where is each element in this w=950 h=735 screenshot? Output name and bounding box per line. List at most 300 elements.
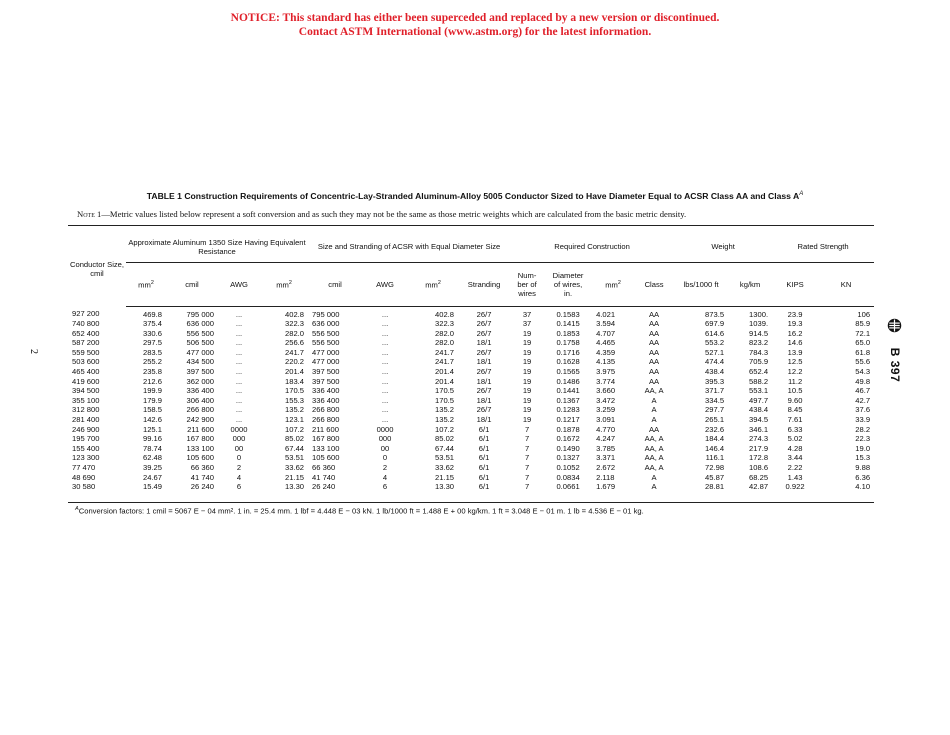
table-cell: 3.785 bbox=[596, 443, 616, 453]
table-cell: 477 000 bbox=[312, 347, 340, 357]
table-cell: 784.3 bbox=[749, 347, 769, 357]
table-cell: 85.9 bbox=[855, 319, 871, 329]
table-cell: 3.44 bbox=[787, 453, 803, 463]
table-cell: 211 600 bbox=[187, 424, 214, 434]
table-cell: 0.1878 bbox=[556, 424, 580, 434]
table-cell: 0.1583 bbox=[556, 309, 580, 319]
table-cell: 24.67 bbox=[142, 472, 162, 482]
table-cell: 7 bbox=[524, 443, 530, 453]
table-cell: AA, A bbox=[644, 463, 664, 472]
table-cell: 000 bbox=[378, 434, 392, 444]
table-cell: 4.359 bbox=[596, 347, 616, 357]
table-cell: 587 200 bbox=[72, 338, 100, 348]
table-cell: 26 240 bbox=[190, 482, 214, 492]
table-cell: 19 bbox=[522, 415, 532, 425]
table-cell: 4.135 bbox=[596, 357, 616, 367]
table-cell: 0.1283 bbox=[556, 405, 580, 415]
table-cell: 346.1 bbox=[749, 424, 769, 434]
table-cell: 375.4 bbox=[142, 319, 162, 329]
table-cell: 283.5 bbox=[142, 347, 162, 357]
table-cell: 28.2 bbox=[855, 424, 871, 434]
table-cell: 419 600 bbox=[72, 376, 100, 386]
table-cell: 0 bbox=[236, 453, 242, 463]
table-cell: 19 bbox=[522, 338, 532, 348]
table-cell: 61.8 bbox=[855, 347, 871, 357]
table-cell: 235.8 bbox=[142, 367, 162, 377]
table-cell: 12.5 bbox=[787, 357, 803, 367]
col-conductor-size: Conductor Size, cmil bbox=[69, 260, 125, 278]
table-cell: ... bbox=[381, 376, 389, 386]
table-cell: ... bbox=[235, 395, 243, 405]
table-cell: 201.4 bbox=[285, 367, 305, 377]
table-cell: 297.7 bbox=[705, 405, 725, 415]
table-cell: 19 bbox=[522, 376, 532, 386]
table-cell: AA bbox=[648, 376, 660, 386]
table-cell: 14.6 bbox=[787, 338, 803, 348]
table-cell: 297.5 bbox=[142, 338, 162, 348]
table-cell: ... bbox=[235, 405, 243, 415]
table-row bbox=[68, 434, 874, 444]
table-cell: 105 600 bbox=[186, 453, 214, 463]
table-cell: 133 100 bbox=[312, 443, 340, 453]
table-cell: A bbox=[651, 482, 657, 492]
table-cell: 355 100 bbox=[72, 395, 100, 405]
table-cell: 465 400 bbox=[72, 367, 100, 377]
table-cell: A bbox=[651, 415, 657, 425]
table-cell: 330.6 bbox=[142, 328, 162, 338]
table-title bbox=[0, 191, 950, 201]
table-cell: AA, A bbox=[644, 386, 664, 396]
table-cell: 66 360 bbox=[190, 463, 214, 472]
table-cell: 0.1716 bbox=[556, 347, 580, 357]
table-bottom-rule bbox=[68, 502, 874, 503]
discontinued-notice bbox=[0, 11, 950, 39]
table-cell: 19.0 bbox=[855, 443, 871, 453]
table-cell: 4 bbox=[382, 472, 388, 482]
table-cell: 4.28 bbox=[787, 443, 803, 453]
table-cell: 184.4 bbox=[705, 434, 725, 444]
table-cell: 107.2 bbox=[435, 424, 455, 434]
table-cell: 21.15 bbox=[435, 472, 455, 482]
table-cell: 9.60 bbox=[787, 395, 803, 405]
table-cell: 26/7 bbox=[476, 328, 492, 338]
table-cell: ... bbox=[235, 319, 243, 329]
col-diameter-of-wires: Diameter of wires, in. bbox=[544, 262, 592, 306]
table-cell: 506 500 bbox=[186, 338, 214, 348]
table-cell: 77 470 bbox=[72, 463, 96, 472]
table-cell: 13.30 bbox=[285, 482, 305, 492]
table-cell: 474.4 bbox=[705, 357, 725, 367]
table-cell: ... bbox=[381, 415, 389, 425]
table-cell: 241.7 bbox=[435, 347, 455, 357]
table-cell: 39.25 bbox=[142, 463, 162, 472]
table-row bbox=[68, 319, 874, 329]
table-cell: 282.0 bbox=[435, 338, 455, 348]
table-cell: 19 bbox=[522, 386, 532, 396]
table-cell: ... bbox=[381, 367, 389, 377]
table-cell: 282.0 bbox=[285, 328, 305, 338]
table-cell: 873.5 bbox=[705, 309, 725, 319]
note-text: —Metric values listed below represent a soft conversion and as such they may not be the same as those metric weights which are calculated from the basic metric density. bbox=[101, 209, 687, 219]
table-cell: 170.5 bbox=[285, 386, 305, 396]
table-cell: 553.1 bbox=[749, 386, 769, 396]
table-cell: 41 740 bbox=[312, 472, 336, 482]
table-cell: 636 000 bbox=[312, 319, 340, 329]
table-cell: 15.49 bbox=[142, 482, 162, 492]
table-cell: 48 690 bbox=[72, 472, 96, 482]
table-cell: 0.1672 bbox=[556, 434, 580, 444]
table-cell: 0.1758 bbox=[556, 338, 580, 348]
table-cell: 54.3 bbox=[855, 367, 871, 377]
table-cell: 33.62 bbox=[285, 463, 305, 472]
table-cell: 438.4 bbox=[705, 367, 725, 377]
table-cell: 15.3 bbox=[855, 453, 871, 463]
table-cell: 155 400 bbox=[72, 443, 100, 453]
table-cell: ... bbox=[235, 347, 243, 357]
col-required-mm2: $mm^2$ bbox=[592, 262, 634, 306]
table-cell: 527.1 bbox=[705, 347, 725, 357]
table-cell: 123.1 bbox=[285, 415, 305, 425]
col-acsr-cmil: cmil bbox=[308, 262, 362, 306]
table-cell: 68.25 bbox=[749, 472, 769, 482]
table-cell: 6/1 bbox=[478, 443, 490, 453]
table-row bbox=[68, 444, 874, 454]
table-cell: ... bbox=[381, 309, 389, 319]
table-cell: 4.10 bbox=[855, 482, 871, 492]
table-cell: 394 500 bbox=[72, 386, 100, 396]
table-cell: 3.975 bbox=[596, 367, 616, 377]
table-cell: 7 bbox=[524, 482, 530, 492]
table-cell: 217.9 bbox=[749, 443, 769, 453]
table-cell: 306 400 bbox=[186, 395, 214, 405]
table-cell: 18/1 bbox=[476, 357, 492, 367]
table-cell: 158.5 bbox=[142, 405, 162, 415]
table-cell: 18/1 bbox=[476, 338, 492, 348]
table-cell: 195 700 bbox=[72, 434, 100, 444]
table-cell: 67.44 bbox=[285, 443, 305, 453]
table-cell: 2 bbox=[382, 463, 388, 472]
table-cell: 49.8 bbox=[855, 376, 871, 386]
table-cell: 142.6 bbox=[142, 415, 162, 425]
table-cell: 19 bbox=[522, 405, 532, 415]
table-cell: 21.15 bbox=[285, 472, 305, 482]
table-cell: 26/7 bbox=[476, 309, 492, 319]
table-cell: 10.5 bbox=[787, 386, 803, 396]
table-row bbox=[68, 357, 874, 367]
table-cell: 553.2 bbox=[705, 338, 725, 348]
group-approx-aluminum: Approximate Aluminum 1350 Size Having Equivalent Resistance bbox=[126, 232, 308, 262]
table-cell: 62.48 bbox=[142, 453, 162, 463]
table-cell: 434 500 bbox=[186, 357, 214, 367]
table-cell: 4 bbox=[236, 472, 242, 482]
table-cell: 3.259 bbox=[596, 405, 616, 415]
table-cell: 1039. bbox=[749, 319, 769, 329]
table-cell: 13.30 bbox=[435, 482, 455, 492]
table-cell: AA bbox=[648, 338, 660, 348]
col-acsr-mm2: $mm^2$ bbox=[408, 262, 458, 306]
table-row bbox=[68, 386, 874, 396]
table-cell: 105 600 bbox=[312, 453, 340, 463]
table-cell: 394.5 bbox=[749, 415, 769, 425]
table-cell: 0 bbox=[382, 453, 388, 463]
table-row bbox=[68, 377, 874, 387]
table-cell: 246 900 bbox=[72, 424, 100, 434]
table-cell: 201.4 bbox=[435, 376, 455, 386]
table-cell: 46.7 bbox=[855, 386, 871, 396]
table-cell: 232.6 bbox=[705, 424, 725, 434]
table-cell: 1.43 bbox=[787, 472, 803, 482]
table-cell: 18/1 bbox=[476, 415, 492, 425]
table-cell: 3.091 bbox=[596, 415, 616, 425]
table-cell: 281 400 bbox=[72, 415, 100, 425]
table-cell: 19 bbox=[522, 328, 532, 338]
table-cell: 33.62 bbox=[435, 463, 455, 472]
table-cell: ... bbox=[235, 309, 243, 319]
table-cell: 0.922 bbox=[785, 482, 805, 492]
table-cell: 740 800 bbox=[72, 319, 100, 329]
table-cell: 99.16 bbox=[142, 434, 162, 444]
table-cell: 85.02 bbox=[285, 434, 305, 444]
table-cell: 0.1441 bbox=[556, 386, 580, 396]
table-cell: 0.1853 bbox=[556, 328, 580, 338]
table-cell: 37.6 bbox=[855, 405, 871, 415]
table-cell: 322.3 bbox=[435, 319, 455, 329]
table-cell: 66 360 bbox=[312, 463, 336, 472]
table-cell: 397 500 bbox=[312, 367, 340, 377]
table-cell: 266 800 bbox=[312, 405, 340, 415]
table-footnote bbox=[75, 506, 644, 516]
table-cell: 55.6 bbox=[855, 357, 871, 367]
table-cell: 2.118 bbox=[596, 472, 615, 482]
table-cell: 334.5 bbox=[705, 395, 725, 405]
table-cell: 652 400 bbox=[72, 328, 100, 338]
table-row bbox=[68, 329, 874, 339]
col-kg-per-km: kg/km bbox=[728, 262, 772, 306]
table-cell: 6.33 bbox=[787, 424, 803, 434]
table-cell: AA bbox=[648, 424, 660, 434]
table-cell: 183.4 bbox=[285, 376, 305, 386]
construction-requirements-table bbox=[68, 232, 874, 492]
table-cell: 19.3 bbox=[787, 319, 803, 329]
table-cell: 652.4 bbox=[749, 367, 769, 377]
table-cell: 3.594 bbox=[596, 319, 616, 329]
footnote-text: Conversion factors: 1 cmil = 5067 E − 04 mm². 1 in. = 25.4 mm. 1 lbf = 4.448 E − 03 kN. 1 lb/1000 ft = 1.488 E + 00 kg/km. 1 ft = 3.048 E − 01 m. 1 lb = 4.536 E − 01 kg. bbox=[78, 506, 644, 516]
table-note bbox=[77, 209, 686, 219]
table-cell: 26/7 bbox=[476, 386, 492, 396]
table-cell: 22.3 bbox=[855, 434, 871, 444]
table-cell: 133 100 bbox=[186, 443, 214, 453]
table-cell: 9.88 bbox=[855, 463, 871, 472]
table-cell: AA bbox=[648, 357, 660, 367]
table-body bbox=[68, 306, 874, 492]
table-cell: 7 bbox=[524, 453, 530, 463]
table-cell: 371.7 bbox=[705, 386, 725, 396]
table-cell: 477 000 bbox=[186, 347, 214, 357]
table-cell: 18/1 bbox=[476, 395, 492, 405]
table-cell: 6 bbox=[382, 482, 388, 492]
table-cell: 199.9 bbox=[142, 386, 162, 396]
table-cell: 30 580 bbox=[72, 482, 96, 492]
group-weight: Weight bbox=[674, 232, 772, 262]
col-class: Class bbox=[634, 262, 674, 306]
table-cell: 438.4 bbox=[749, 405, 769, 415]
table-row bbox=[68, 396, 874, 406]
table-cell: 167 800 bbox=[186, 434, 214, 444]
table-cell: 0.1490 bbox=[556, 443, 580, 453]
col-kips: KIPS bbox=[772, 262, 818, 306]
table-cell: 26/7 bbox=[476, 367, 492, 377]
table-cell: 201.4 bbox=[435, 367, 455, 377]
table-cell: 000 bbox=[232, 434, 246, 444]
col-approx-awg: AWG bbox=[218, 262, 260, 306]
table-cell: 19 bbox=[522, 395, 532, 405]
table-row bbox=[68, 453, 874, 463]
table-row bbox=[68, 415, 874, 425]
table-cell: 7 bbox=[524, 434, 530, 444]
table-cell: 53.51 bbox=[285, 453, 305, 463]
table-title-footnote-mark: A bbox=[799, 191, 804, 198]
table-cell: 167 800 bbox=[312, 434, 340, 444]
group-rated-strength: Rated Strength bbox=[772, 232, 874, 262]
table-cell: 266 800 bbox=[186, 405, 214, 415]
table-cell: 18/1 bbox=[476, 376, 492, 386]
table-cell: 4.707 bbox=[596, 328, 616, 338]
table-cell: 255.2 bbox=[142, 357, 162, 367]
table-cell: 402.8 bbox=[435, 309, 455, 319]
table-cell: A bbox=[651, 472, 657, 482]
table-cell: AA bbox=[648, 309, 660, 319]
table-cell: 0.1217 bbox=[556, 415, 580, 425]
note-label: Note bbox=[77, 209, 95, 219]
table-cell: 211 600 bbox=[312, 424, 339, 434]
table-cell: 0000 bbox=[376, 424, 394, 434]
table-cell: AA bbox=[648, 328, 660, 338]
table-cell: 4.465 bbox=[596, 338, 616, 348]
table-cell: 7 bbox=[524, 424, 530, 434]
table-cell: A bbox=[651, 395, 657, 405]
table-cell: 78.74 bbox=[142, 443, 162, 453]
table-cell: 0.1052 bbox=[556, 463, 580, 472]
table-row bbox=[68, 463, 874, 473]
side-designation bbox=[875, 318, 915, 418]
table-cell: 72.98 bbox=[705, 463, 725, 472]
table-cell: 336 400 bbox=[186, 386, 214, 396]
table-cell: 6/1 bbox=[478, 472, 490, 482]
table-cell: 8.45 bbox=[787, 405, 803, 415]
table-cell: 26 240 bbox=[312, 482, 336, 492]
table-cell: 1300. bbox=[749, 309, 769, 319]
table-cell: 2.22 bbox=[787, 463, 803, 472]
table-cell: 19 bbox=[522, 367, 532, 377]
table-row bbox=[68, 473, 874, 483]
table-cell: 823.2 bbox=[749, 338, 769, 348]
group-acsr-size: Size and Stranding of ACSR with Equal Diameter Size bbox=[308, 232, 510, 262]
table-cell: 559 500 bbox=[72, 347, 100, 357]
table-cell: 12.2 bbox=[787, 367, 803, 377]
table-cell: 65.0 bbox=[855, 338, 871, 348]
table-cell: 3.774 bbox=[596, 376, 616, 386]
table-cell: 172.8 bbox=[749, 453, 769, 463]
table-cell: 41 740 bbox=[190, 472, 214, 482]
table-cell: 256.6 bbox=[285, 338, 305, 348]
table-cell: ... bbox=[235, 386, 243, 396]
table-cell: 00 bbox=[234, 443, 244, 453]
col-stranding: Stranding bbox=[458, 262, 510, 306]
table-cell: 42.7 bbox=[855, 395, 871, 405]
table-cell: 170.5 bbox=[435, 386, 455, 396]
table-cell: 106 bbox=[857, 309, 871, 319]
table-title-text: TABLE 1 Construction Requirements of Concentric-Lay-Stranded Aluminum-Alloy 5005 Conductor Sized to Have Diameter Equal to ACSR Class AA and Class A bbox=[146, 191, 800, 201]
page-number: 2 bbox=[28, 349, 39, 354]
table-cell: 795 000 bbox=[186, 309, 214, 319]
group-required-construction: Required Construction bbox=[510, 232, 674, 262]
table-cell: ... bbox=[381, 338, 389, 348]
table-cell: 6/1 bbox=[478, 453, 490, 463]
table-cell: 242 900 bbox=[186, 415, 214, 425]
table-cell: 135.2 bbox=[285, 405, 305, 415]
table-cell: 26/7 bbox=[476, 347, 492, 357]
footnote-mark: A bbox=[75, 506, 79, 512]
table-cell: 85.02 bbox=[435, 434, 455, 444]
table-cell: ... bbox=[235, 328, 243, 338]
table-row bbox=[68, 306, 874, 319]
table-cell: ... bbox=[381, 386, 389, 396]
table-cell: 67.44 bbox=[435, 443, 455, 453]
table-cell: 0000 bbox=[230, 424, 248, 434]
table-cell: 16.2 bbox=[787, 328, 803, 338]
table-cell: 497.7 bbox=[749, 395, 769, 405]
astm-logo-icon bbox=[887, 318, 902, 333]
table-cell: 5.02 bbox=[787, 434, 803, 444]
table-cell: 397 500 bbox=[312, 376, 340, 386]
table-cell: ... bbox=[381, 357, 389, 367]
table-cell: 220.2 bbox=[285, 357, 305, 367]
table-cell: 282.0 bbox=[435, 328, 455, 338]
table-cell: 170.5 bbox=[435, 395, 455, 405]
notice-line-1: NOTICE: This standard has either been superceded and replaced by a new version or discontinued. bbox=[230, 12, 720, 24]
table-cell: 155.3 bbox=[285, 395, 305, 405]
table-cell: 4.021 bbox=[596, 309, 616, 319]
table-cell: 503 600 bbox=[72, 357, 100, 367]
table-cell: AA, A bbox=[644, 443, 664, 453]
table-row bbox=[68, 348, 874, 358]
table-cell: 0.0834 bbox=[556, 472, 580, 482]
table-cell: AA bbox=[648, 367, 660, 377]
table-cell: 212.6 bbox=[142, 376, 162, 386]
table-cell: ... bbox=[381, 347, 389, 357]
table-cell: 274.3 bbox=[749, 434, 769, 444]
table-cell: 2.672 bbox=[596, 463, 616, 472]
table-cell: 26/7 bbox=[476, 405, 492, 415]
table-cell: 927 200 bbox=[72, 309, 100, 319]
table-cell: 146.4 bbox=[705, 443, 725, 453]
table-cell: 322.3 bbox=[285, 319, 305, 329]
table-row bbox=[68, 482, 874, 492]
table-cell: 241.7 bbox=[285, 347, 305, 357]
table-row bbox=[68, 425, 874, 435]
table-cell: 795 000 bbox=[312, 309, 340, 319]
table-cell: 402.8 bbox=[285, 309, 305, 319]
standard-designation: B 397 bbox=[888, 347, 902, 383]
table-cell: 697.9 bbox=[705, 319, 725, 329]
table-cell: 6 bbox=[236, 482, 242, 492]
table-cell: 33.9 bbox=[855, 415, 871, 425]
table-cell: 469.8 bbox=[142, 309, 162, 319]
table-cell: ... bbox=[235, 376, 243, 386]
notice-line-2: Contact ASTM International (www.astm.org) for the latest information. bbox=[298, 26, 652, 38]
col-kn: KN bbox=[818, 262, 874, 306]
table-cell: 00 bbox=[380, 443, 390, 453]
